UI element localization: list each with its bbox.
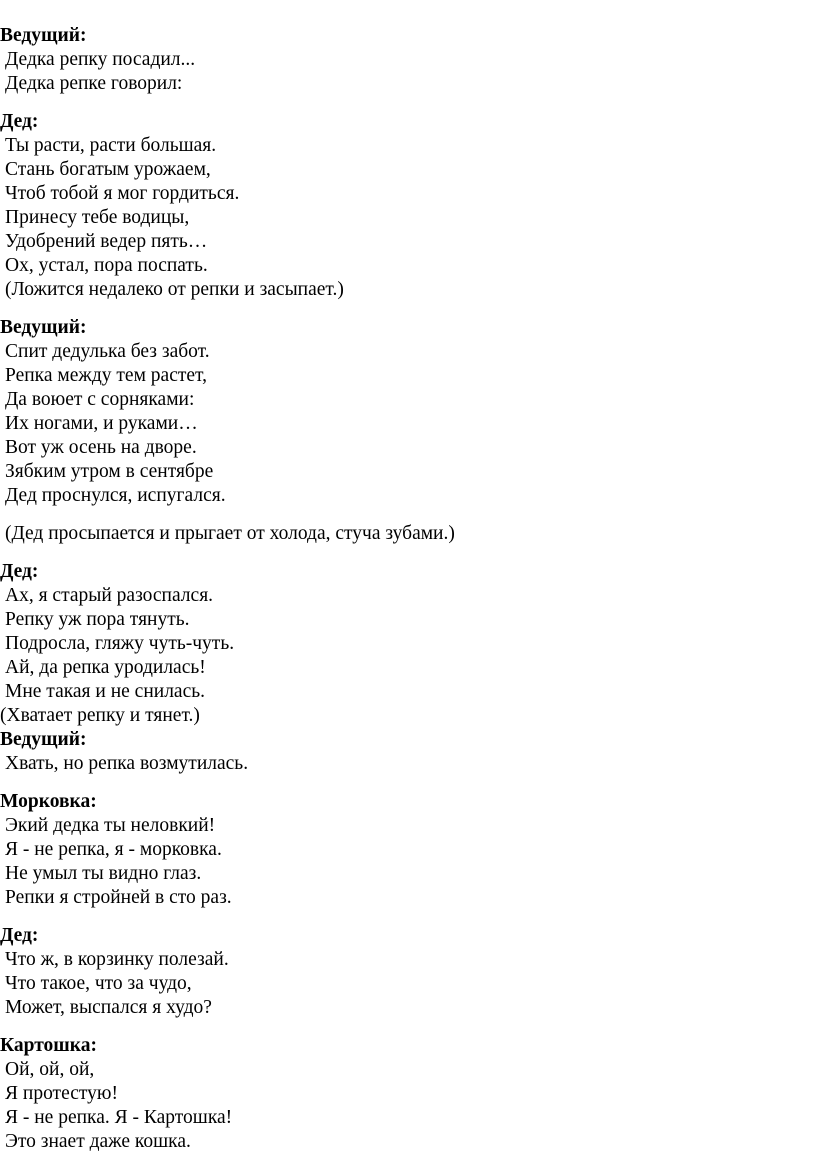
verse-line: Ох, устал, пора поспать. (5, 255, 208, 276)
verse-line: Я - не репка, я - морковка. (5, 839, 222, 860)
stage-direction: (Дед просыпается и прыгает от холода, стуча зубами.) (5, 523, 455, 544)
verse-line: Мне такая и не снилась. (5, 681, 206, 702)
verse-line: Да воюет с сорняками: (5, 389, 195, 410)
stage-direction: (Ложится недалеко от репки и засыпает.) (5, 279, 344, 300)
dialogue-block (0, 560, 816, 728)
verse-line: Репки я стройней в сто раз. (5, 887, 232, 908)
verse-line: Что такое, что за чудо, (5, 973, 192, 994)
verse-line: Не умыл ты видно глаз. (5, 863, 202, 884)
dialogue-block (0, 728, 816, 776)
verse-line: Может, выспался я худо? (5, 997, 212, 1018)
verse-line: Удобрений ведер пять… (5, 231, 208, 252)
verse-line: Репка между тем растет, (5, 365, 207, 386)
verse-line: Чтоб тобой я мог гордиться. (5, 183, 240, 204)
verse-line: Принесу тебе водицы, (5, 207, 190, 228)
verse-line: Дед проснулся, испугался. (5, 485, 226, 506)
speaker-name: Дед: (0, 561, 39, 582)
document-page (0, 24, 816, 1154)
speaker-name: Ведущий: (0, 25, 87, 46)
verse-line: Репку уж пора тянуть. (5, 609, 190, 630)
dialogue-block (0, 110, 816, 302)
verse-line: Подросла, гляжу чуть-чуть. (5, 633, 235, 654)
speaker-name: Дед: (0, 111, 39, 132)
dialogue-block (0, 924, 816, 1020)
speaker-name: Ведущий: (0, 317, 87, 338)
verse-line: Стань богатым урожаем, (5, 159, 211, 180)
verse-line: Их ногами, и руками… (5, 413, 198, 434)
verse-line: Спит дедулька без забот. (5, 341, 210, 362)
verse-line: Я - не репка. Я - Картошка! (5, 1107, 233, 1128)
speaker-name: Дед: (0, 925, 39, 946)
verse-line: Ты расти, расти большая. (5, 135, 217, 156)
verse-line: Ах, я старый разоспался. (5, 585, 214, 606)
verse-line: Ой, ой, ой, (5, 1059, 95, 1080)
speaker-name: Ведущий: (0, 729, 87, 750)
dialogue-block (0, 24, 816, 96)
speaker-name: Морковка: (0, 791, 97, 812)
verse-line: Вот уж осень на дворе. (5, 437, 197, 458)
stage-block (0, 522, 816, 546)
verse-line: Дедка репку посадил... (5, 49, 196, 70)
verse-line: Хвать, но репка возмутилась. (5, 753, 249, 774)
speaker-name: Картошка: (0, 1035, 97, 1056)
verse-line: Что ж, в корзинку полезай. (5, 949, 229, 970)
verse-line: Зябким утром в сентябре (5, 461, 214, 482)
verse-line: Это знает даже кошка. (5, 1131, 191, 1152)
stage-direction: (Хватает репку и тянет.) (0, 705, 200, 726)
verse-line: Ай, да репка уродилась! (5, 657, 206, 678)
verse-line: Дедка репке говорил: (5, 73, 183, 94)
verse-line: Я протестую! (5, 1083, 118, 1104)
dialogue-block (0, 1034, 816, 1154)
verse-line: Экий дедка ты неловкий! (5, 815, 216, 836)
dialogue-block (0, 316, 816, 508)
dialogue-block (0, 790, 816, 910)
